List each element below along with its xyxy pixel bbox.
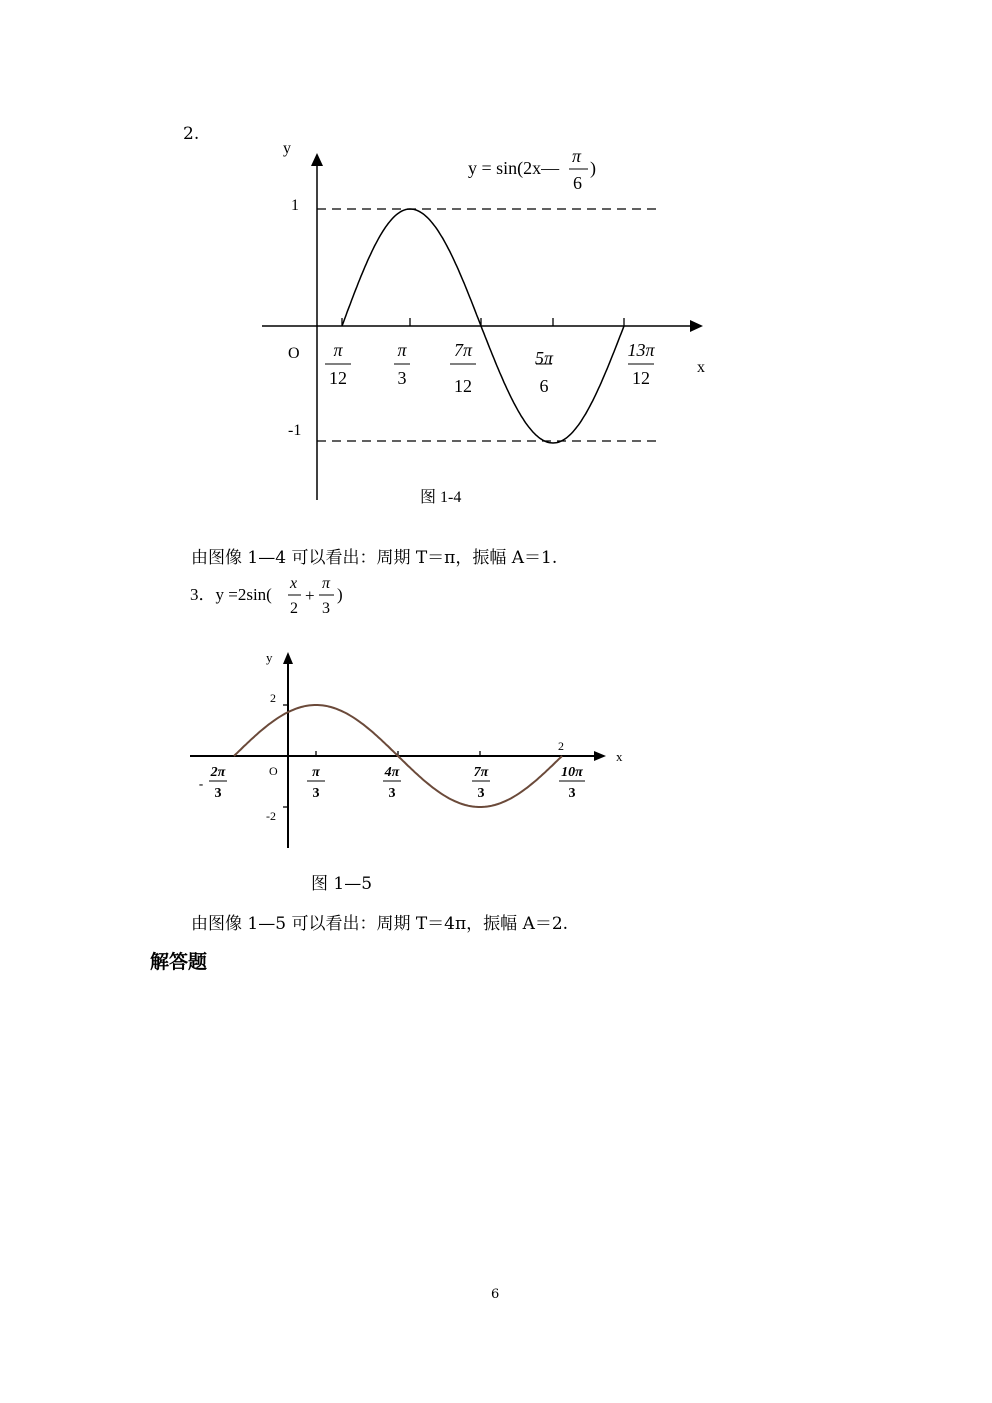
frac1-denominator: 2 [290,600,298,617]
x-tick-label-denominator: 3 [397,368,407,388]
y-tick-label-2: 2 [270,691,276,705]
y-tick-label-1: 1 [291,197,299,214]
section-title: 解答题 [150,951,208,973]
figure-caption: 图 1—5 [311,874,373,894]
y-axis-arrow-icon [311,153,323,166]
page-number: 6 [491,1287,500,1302]
x-axis-arrow-icon [690,320,703,332]
x-tick-label-denominator: 3 [388,786,396,801]
formula-fraction-numerator: π [572,146,582,166]
problem-number: 2. [183,124,200,144]
frac2-numerator: π [322,575,331,592]
frac1-numerator: x [290,575,298,592]
x-tick-label-numerator: 2π [210,765,226,780]
y-axis-arrow-icon [283,652,293,664]
x-tick-label-numerator: π [397,340,407,360]
x-tick-label-numerator: 7π [453,340,473,360]
figure-caption: 图 1-4 [420,489,462,506]
conclusion-text: 由图像 1—4 可以看出：周期 T＝π，振幅 A＝1. [191,548,558,568]
y-tick-label-neg2: -2 [266,809,276,823]
x-tick-label-numerator: π [312,765,320,780]
x-tick-label-denominator: 3 [477,786,485,801]
x-tick-label-denominator: 3 [568,786,576,801]
x-tick-label-sign: - [198,776,204,791]
problem3-heading [180,570,380,625]
stray-label: 2 [558,739,564,753]
x-tick-label-denominator: 12 [454,376,472,396]
heading-prefix: 3．y =2sin( [190,585,272,604]
x-tick-label-numerator: 7π [473,765,489,780]
x-tick-label-denominator: 3 [312,786,320,801]
x-tick-label-denominator: 6 [539,376,549,396]
x-axis-label: x [616,749,623,764]
x-tick-label-numerator: 10π [561,765,583,780]
frac2-denominator: 3 [322,600,330,617]
conclusion-text: 由图像 1—5 可以看出：周期 T＝4π，振幅 A＝2. [191,914,569,934]
figure-1-4-chart [0,0,992,520]
origin-label: O [269,764,278,778]
x-axis-arrow-icon [594,751,606,761]
y-tick-label-neg1: -1 [288,422,302,439]
y-axis-label: y [266,650,273,665]
function-formula-suffix: ) [590,158,596,178]
heading-plus: + [305,586,315,605]
x-tick-label-numerator: 4π [384,765,400,780]
x-tick-label-denominator: 12 [632,368,650,388]
heading-suffix: ) [337,585,343,604]
x-tick-label-denominator: 12 [329,368,347,388]
x-tick-label-numerator: π [333,340,343,360]
formula-fraction-denominator: 6 [573,173,582,193]
origin-label: O [288,345,300,362]
y-axis-label: y [283,140,291,157]
function-formula-prefix: y = sin(2x— [468,158,560,178]
x-tick-label-numerator: 13π [627,340,655,360]
x-tick-label-denominator: 3 [214,786,222,801]
x-axis-label: x [697,359,705,376]
x-tick-label-numerator: 5π [534,348,554,368]
figure-1-5-chart [0,640,992,900]
